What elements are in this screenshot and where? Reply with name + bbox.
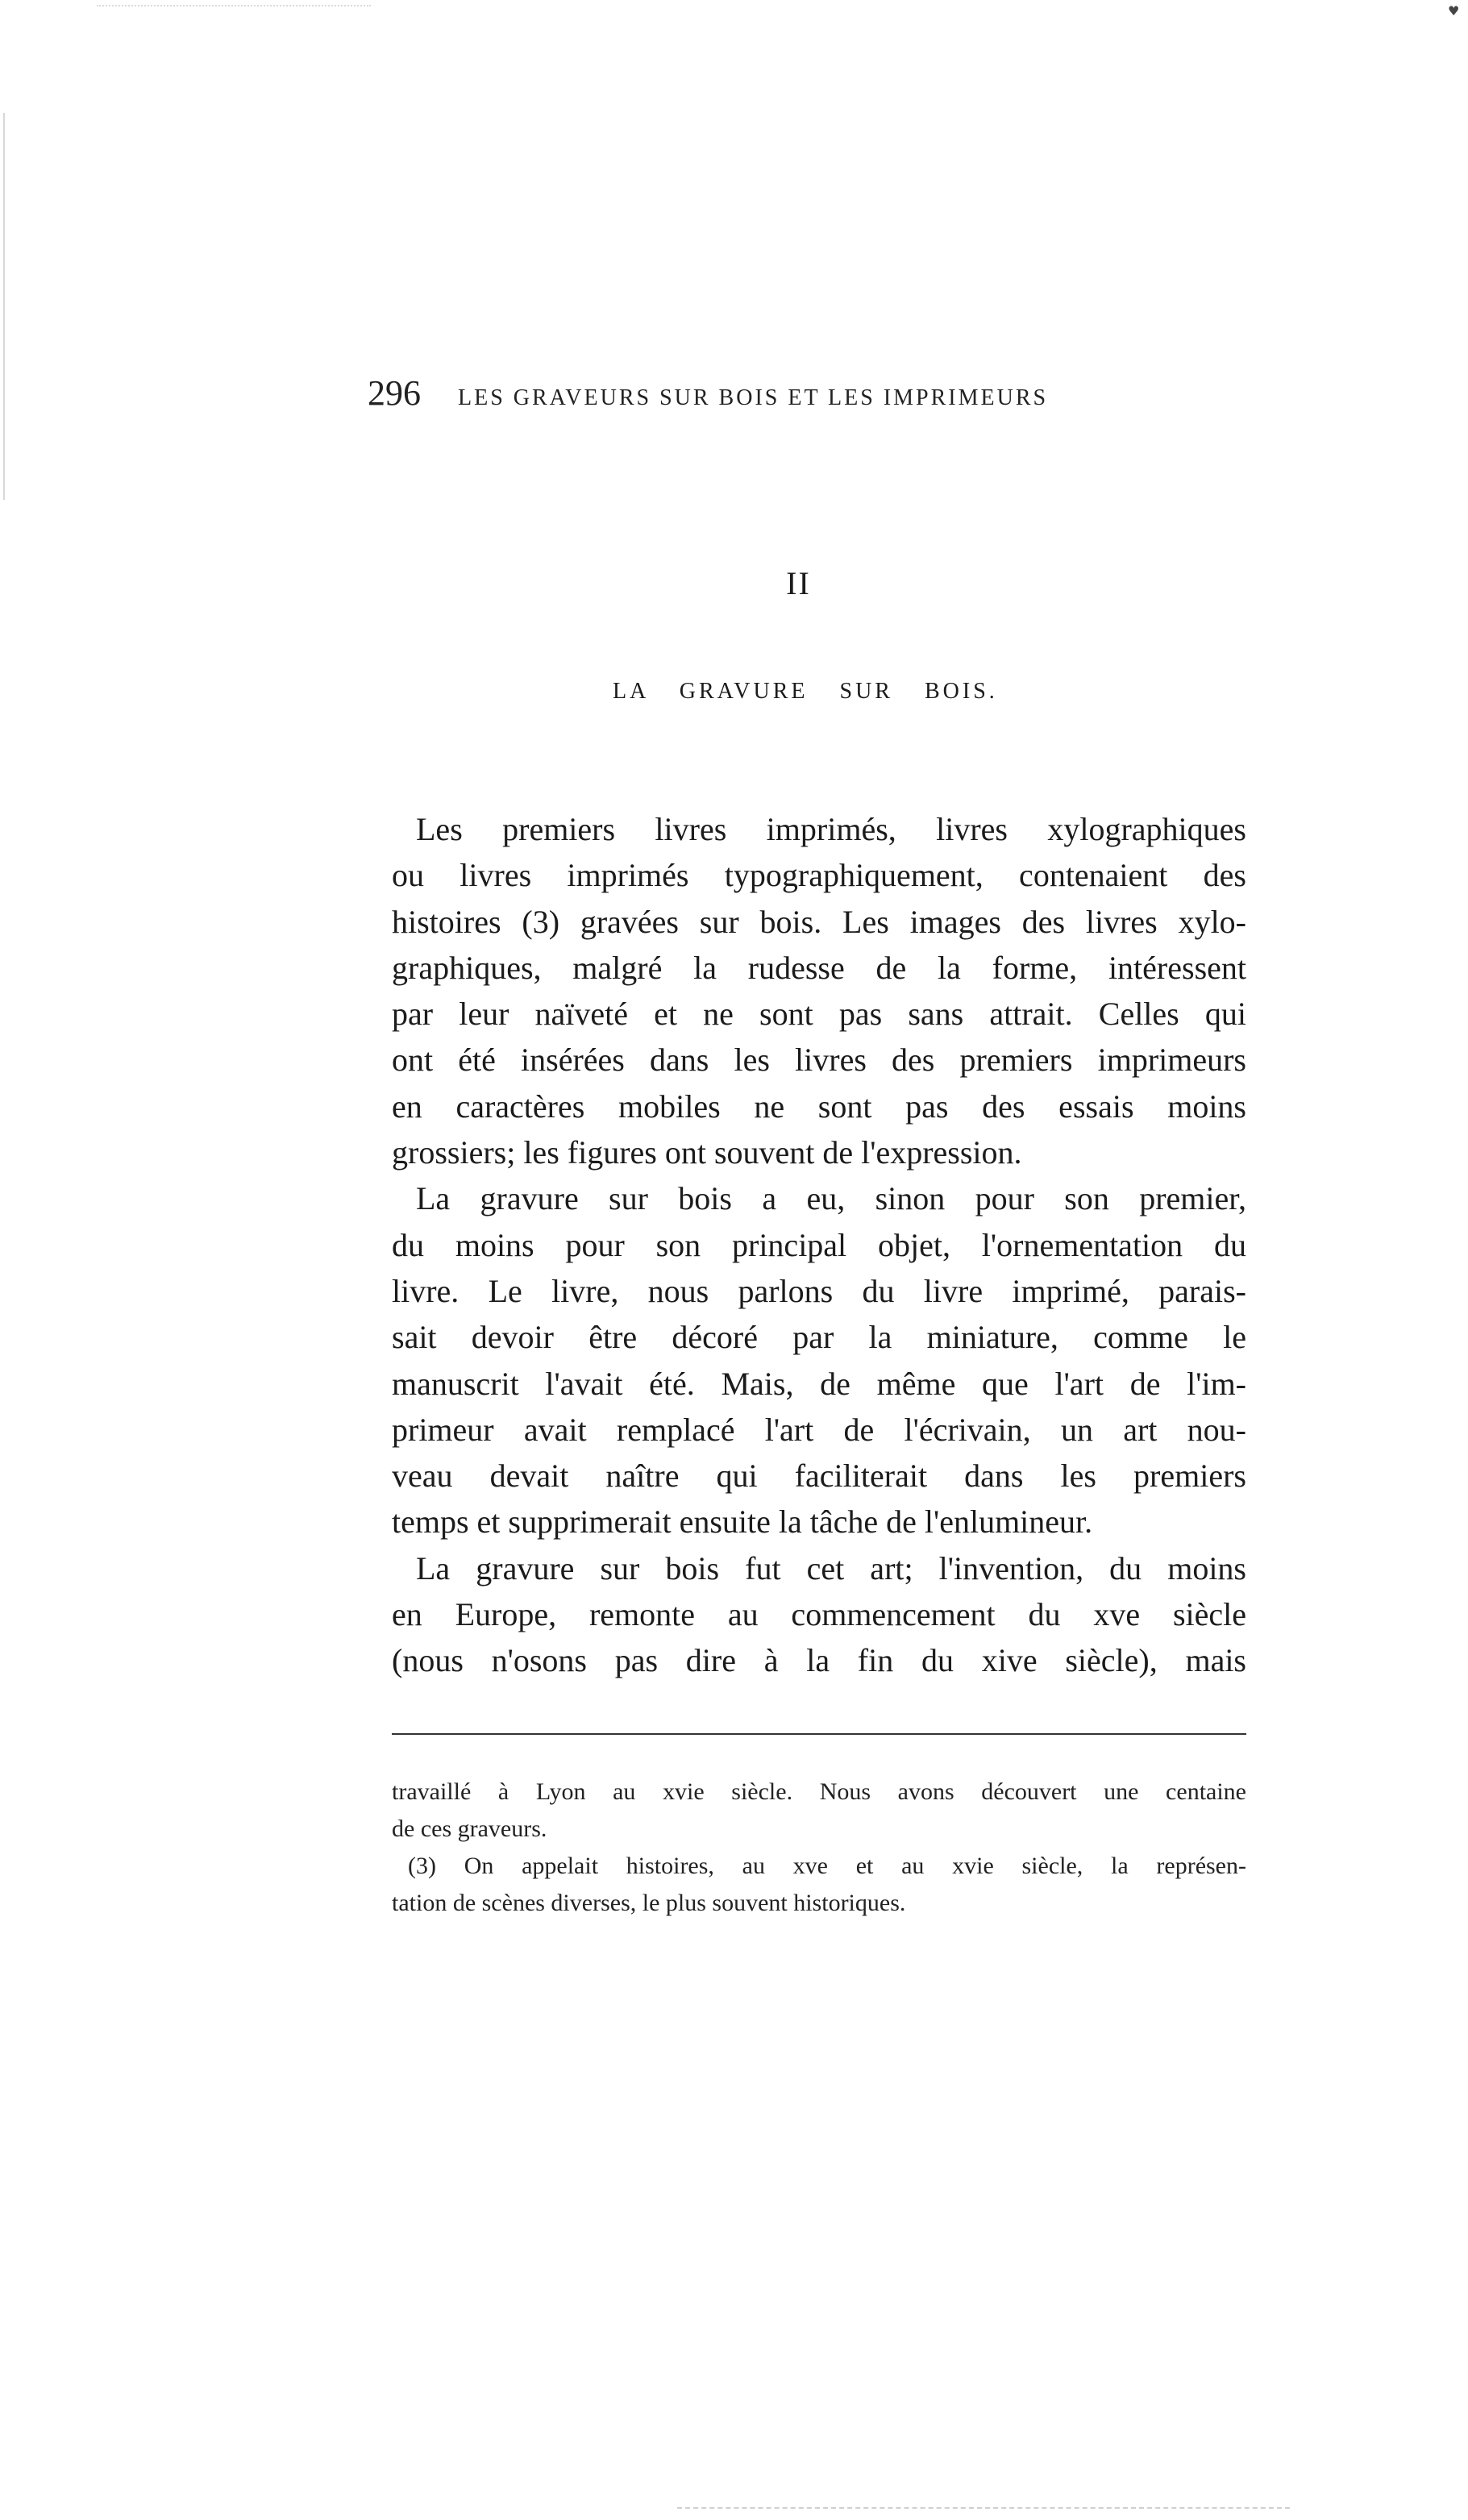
body-line: veau devait naître qui faciliterait dans les premiers (392, 1458, 1246, 1495)
scan-artifact-bottom (677, 2507, 1290, 2509)
body-line: histoires (3) gravées sur bois. Les images des livres xylo- (392, 903, 1246, 940)
footnote-rule (392, 1733, 1246, 1735)
body-line: livre. Le livre, nous parlons du livre imprimé, parais- (392, 1272, 1246, 1309)
corner-mark: ♥ (1448, 3, 1460, 19)
body-text (392, 806, 1246, 1684)
body-line: ont été insérées dans les livres des premiers imprimeurs (392, 1042, 1246, 1079)
scan-artifact-left (3, 113, 5, 500)
body-line: manuscrit l'avait été. Mais, de même que l'art de l'im- (392, 1365, 1246, 1402)
footnote-line: tation de scènes diverses, le plus souvent historiques. (392, 1890, 906, 1916)
body-line: ou livres imprimés typographiquement, contenaient des (392, 857, 1246, 894)
footnote-line: (3) On appelait histoires, au xve et au xvie siècle, la représen- (408, 1853, 1246, 1879)
body-line: Les premiers livres imprimés, livres xylographiques (416, 811, 1246, 847)
body-line: graphiques, malgré la rudesse de la forme, intéressent (392, 949, 1246, 986)
scan-artifact-top (97, 5, 371, 6)
footnote-line: travaillé à Lyon au xvie siècle. Nous avons découvert une centaine (392, 1778, 1246, 1805)
body-line: temps et supprimerait ensuite la tâche de l'enlumineur. (392, 1503, 1093, 1541)
body-line: grossiers; les figures ont souvent de l'expression. (392, 1134, 1022, 1171)
body-line: (nous n'osons pas dire à la fin du xive siècle), mais (392, 1642, 1246, 1679)
running-title: LES GRAVEURS SUR BOIS ET LES IMPRIMEURS (458, 385, 1049, 410)
section-title: LA GRAVURE SUR BOIS. (613, 679, 998, 704)
chapter-number: II (786, 565, 811, 601)
footnote-line: de ces graveurs. (392, 1815, 547, 1842)
body-line: en caractères mobiles ne sont pas des essais moins (392, 1087, 1246, 1125)
body-line: par leur naïveté et ne sont pas sans attrait. Celles qui (392, 996, 1246, 1033)
body-line: La gravure sur bois fut cet art; l'invention, du moins (416, 1549, 1246, 1586)
page-number: 296 (368, 373, 421, 413)
body-line: sait devoir être décoré par la miniature, comme le (392, 1319, 1246, 1356)
body-line: La gravure sur bois a eu, sinon pour son premier, (416, 1180, 1246, 1217)
body-line: du moins pour son principal objet, l'ornementation du (392, 1226, 1246, 1263)
body-line: en Europe, remonte au commencement du xve siècle (392, 1596, 1246, 1633)
footnotes (392, 1774, 1246, 1922)
page-header (368, 372, 1117, 414)
body-line: primeur avait remplacé l'art de l'écrivain, un art nou- (392, 1411, 1246, 1448)
